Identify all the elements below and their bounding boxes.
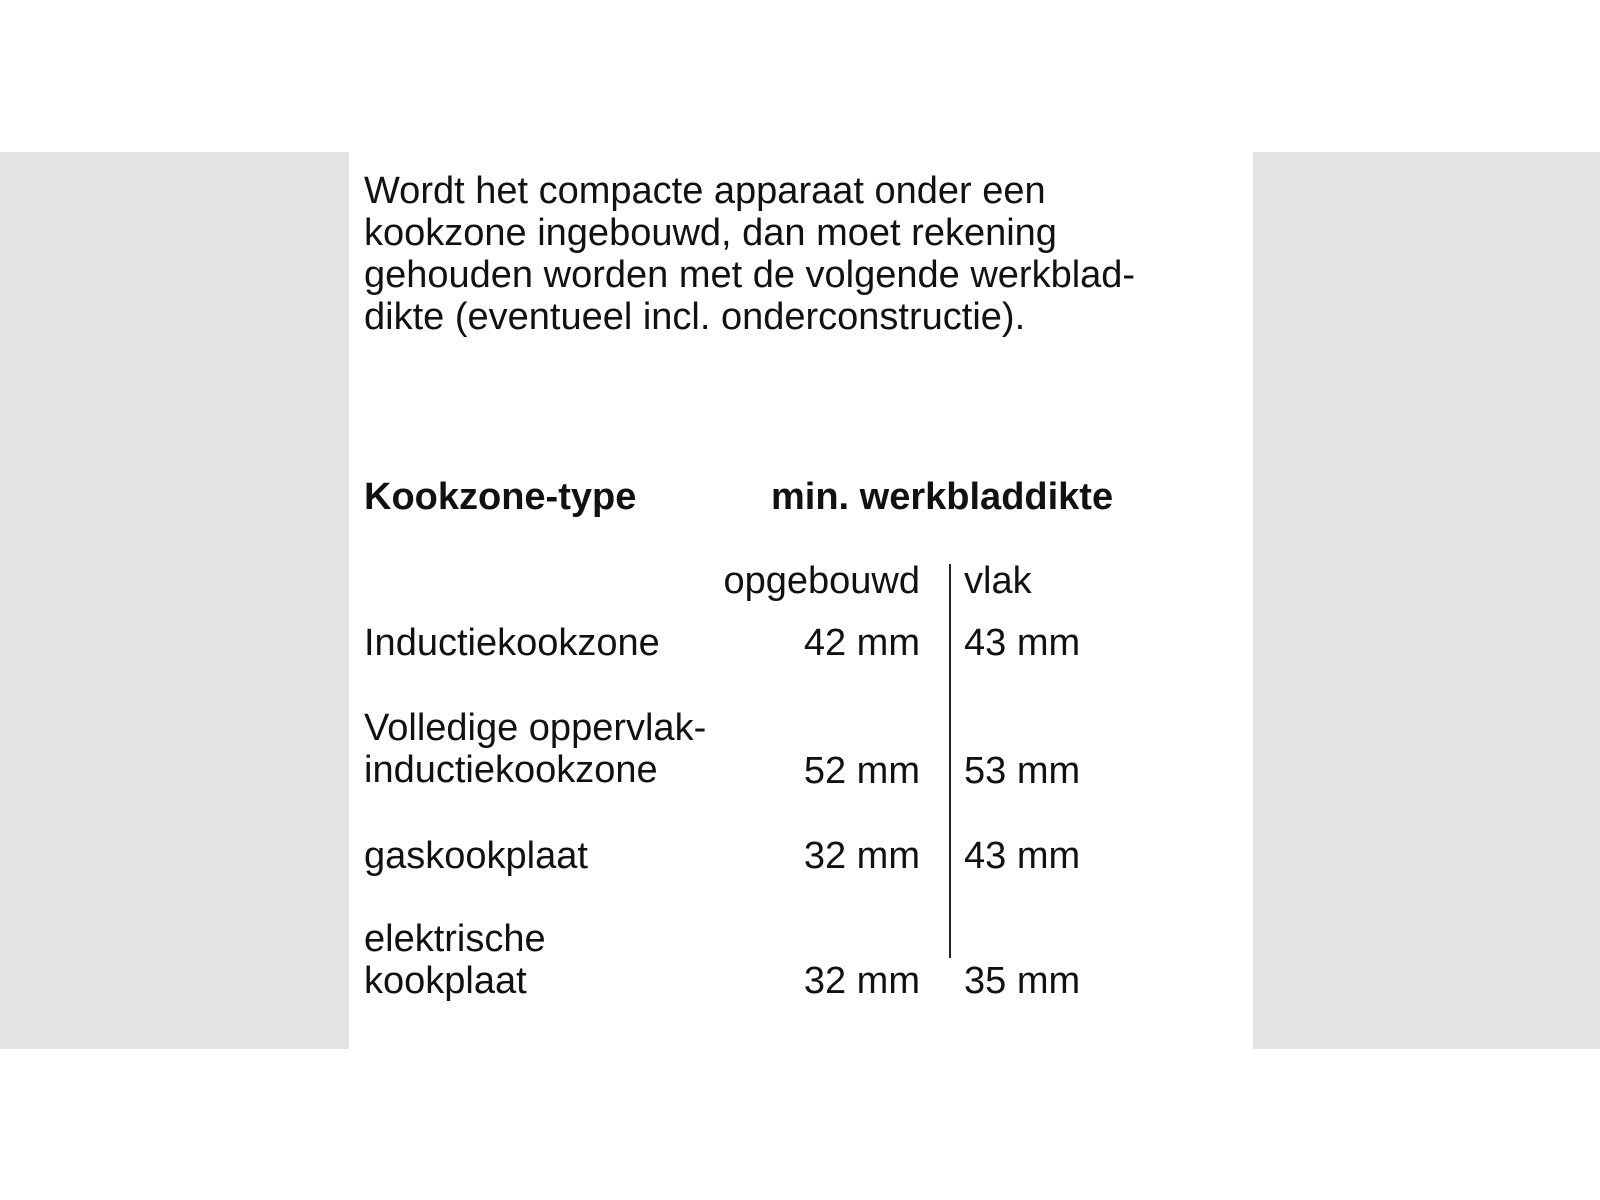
- subheader-vlak: vlak: [964, 560, 1032, 602]
- row-type-line: elektrische: [364, 918, 546, 960]
- intro-line: Wordt het compacte apparaat onder een: [364, 170, 1046, 212]
- row-type-name: [364, 707, 706, 791]
- value-vlak: 43 mm: [964, 622, 1081, 664]
- intro-line: gehouden worden met de volgende werkblad-: [364, 254, 1136, 296]
- value-opgebouwd: 42 mm: [803, 622, 920, 664]
- column-divider: [949, 564, 951, 958]
- subheader-opgebouwd: opgebouwd: [723, 560, 920, 602]
- row-type-name: [364, 918, 546, 1002]
- value-vlak: 43 mm: [964, 835, 1081, 877]
- value-opgebouwd: 52 mm: [803, 750, 920, 792]
- value-opgebouwd: 32 mm: [803, 835, 920, 877]
- column-header-type: Kookzone-type: [364, 476, 637, 518]
- document-sheet: [349, 152, 1253, 1049]
- value-opgebouwd: 32 mm: [803, 960, 920, 1002]
- intro-line: kookzone ingebouwd, dan moet rekening: [364, 212, 1057, 254]
- intro-line: dikte (eventueel incl. onderconstructie).: [364, 296, 1026, 338]
- intro-paragraph: [364, 170, 1244, 338]
- row-type-line: Inductiekookzone: [364, 622, 660, 664]
- column-header-min-thickness: min. werkbladdikte: [771, 476, 1114, 518]
- row-type-name: [364, 622, 660, 664]
- value-vlak: 53 mm: [964, 750, 1081, 792]
- row-type-line: gaskookplaat: [364, 835, 588, 877]
- row-type-line: inductiekookzone: [364, 749, 658, 791]
- row-type-line: kookplaat: [364, 960, 527, 1002]
- value-vlak: 35 mm: [964, 960, 1081, 1002]
- row-type-line: Volledige oppervlak-: [364, 707, 707, 749]
- row-type-name: [364, 835, 588, 877]
